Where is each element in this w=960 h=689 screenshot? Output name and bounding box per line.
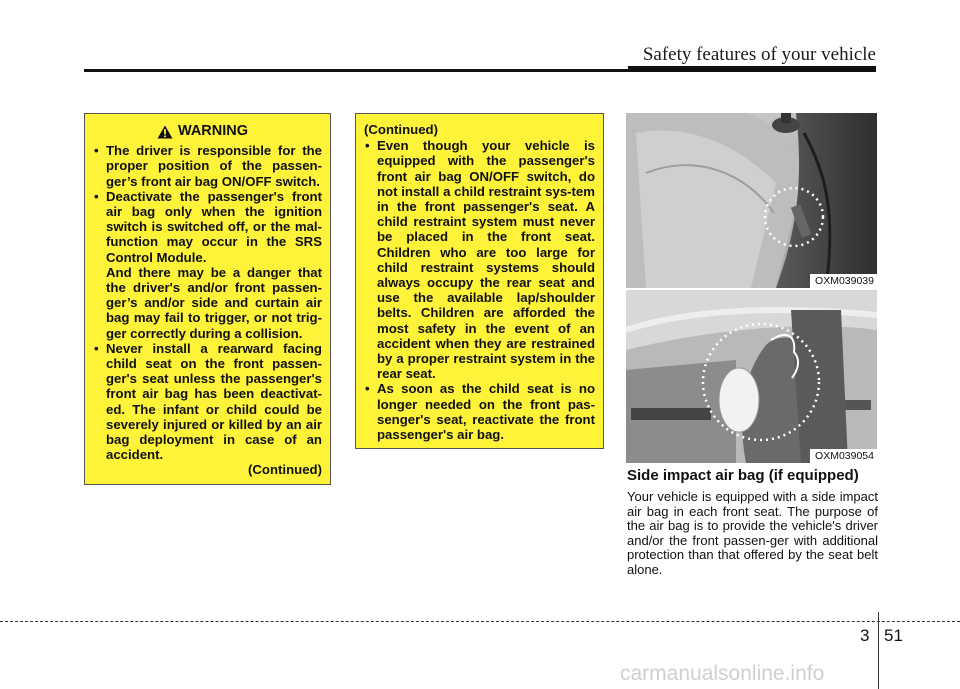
warning-item-3: • Never install a rearward facing child seat on the front passen-ger's seat unless the passenger's front air bag has been deactivat-ed. The infant or child could be severely injured or killed by an air bag deployment in case of an accident.: [93, 341, 322, 463]
side-airbag-illustration: [626, 290, 877, 463]
continued-heading: (Continued): [364, 122, 438, 137]
section-body: Your vehicle is equipped with a side impact air bag in each front seat. The purpose of the air bag is to provide the vehicle's driver and/or the front passen-ger with additional protection than that offered by the seat belt alone.: [627, 489, 878, 577]
seat-photo-code: OXM039039: [810, 274, 877, 288]
warning-continued: (Continued): [248, 462, 322, 478]
warning-item-1: • The driver is responsible for the proper position of the passen-ger’s front air bag ON/OFF switch.: [93, 143, 322, 189]
chapter-number: 3: [860, 626, 870, 645]
footer-rule: [0, 621, 960, 622]
page-number: 51: [884, 626, 903, 645]
warning-triangle-icon: [157, 125, 173, 139]
continued-item-1: • Even though your vehicle is equipped with the passenger's front air bag ON/OFF switch, do not install a child restraint sys-tem in the front passenger's seat. A child restraint system must never be placed in the front seat. Children who are too large for child restraint systems should always occupy the rear seat and use the available lap/shoulder belts. Children are afforded the most safety in the event of an accident when they are restrained by a proper restraint system in the rear seat.: [364, 138, 595, 381]
warning-title: WARNING: [177, 123, 249, 139]
seat-airbag-photo: [626, 113, 877, 288]
header-title: Safety features of your vehicle: [642, 44, 876, 65]
watermark: carmanualsonline.info: [620, 662, 825, 685]
warning-item-2: [93, 189, 322, 341]
warning-item-2-text: • Deactivate the passenger's front air bag only when the ignition switch is switched off, or the mal-function may occur in the SRS Control Module.: [106, 188, 322, 265]
warning-item-2-extra: And there may be a danger that the driver's and/or front passen-ger’s and/or side and curtain air bag may fail to trigger, or not trig-ger correctly during a collision.: [106, 264, 322, 341]
header-rule-tab: [628, 66, 876, 71]
side-airbag-photo: [626, 290, 877, 463]
continued-box: [355, 113, 604, 449]
warning-box: [84, 113, 331, 485]
footer-divider: [878, 612, 879, 689]
side-photo-code: OXM039054: [810, 449, 877, 463]
warning-list: [93, 143, 322, 462]
warning-heading: [93, 124, 322, 139]
continued-list: [364, 138, 595, 442]
continued-item-2: • As soon as the child seat is no longer needed on the front pas-senger's seat, reactivate the front passenger's air bag.: [364, 381, 595, 442]
seat-illustration: [626, 113, 877, 288]
section-title: Side impact air bag (if equipped): [627, 467, 859, 484]
